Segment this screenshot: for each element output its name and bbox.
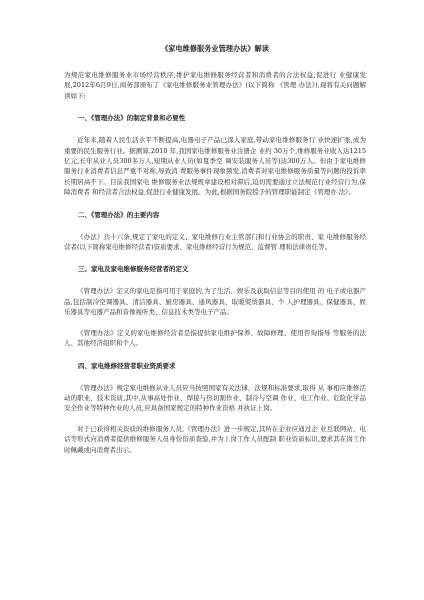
section-1-heading: 一、《管理办法》的制定背景和必要性 [78,114,186,123]
section-4-paragraph-2: 对于已获得相关资质的维修服务人员,《管理办法》进一步规定,其所在企业应通过企 业互联网站、电话等形式向消费者提供维修服务人员身份资质查验,并为上岗工作人员配制 职业资质标识,要求其在岗工作时佩戴或向消费者出示。 [64,424,366,454]
paragraph-gap [64,414,366,424]
section-2-heading: 二、《管理办法》的主要内容 [78,210,160,219]
section-3-paragraph-1: 《管理办法》定义的家电是指可用于家庭的,为了生活、娱乐及获取信息等目的使用 的 电子或电器产品,包括制冷空调器具、清洁器具、厨房器具、通风器具、取暖熨烫器具、个 人护理器具、保健器具、娱乐器具等电器产品和音像视听类、信息技术类等电子产品。 [64,287,366,317]
section-2-paragraph-1: 《办法》共十六条,规定了家电的定义、家电维修行业主管部门和行业协会的职责、家 电维修服务经营者(以下简称家电维修经营者)资质要求、家电维修经营行为规范、监督管 理和法律责任等。 [64,232,366,252]
section-3-heading: 三、家电及家电维修服务经营者的定义 [78,265,189,274]
section-4-paragraph-1: 《管理办法》规定家电维修从业人员应当按照国家有关法律、法规和标准要求,取得 从 事相应维修活动的职业、技术资质,其中,从事高处作业、焊接与热切割作业、制冷与空调 作业、电工作业、危险化学品安全作业等特种作业的人员,应具备国家规定的特种作业资格 并执证上岗。 [64,383,366,413]
section-3-paragraph-2: 《管理办法》定义的家电维修经营者是指提供家电维护保养、故障修理、使用咨询指导 等服务的法人、其他经济组织和个人。 [64,328,366,348]
section-1-paragraph-1: 近年来,随着人民生活水平不断提高,电器电子产品已深入家庭,带动家电维修服务行 业快速扩张,成为重要的民生服务行业。据测算,2010 年,我国家电维修服务业注册企 业约 30万个,维修服务业收入达1215亿元,长年从业人员300多万人,短期从业人员(如夏季空 调安装服务人员等)达300万人。但由于家电维修服务行业消费者信息严重不对称,导致消 费服务事件现象频发,消费者对家电维修服务质量等问题的投诉率长期居高不下。目前我国家电 维修服务业法规规章建设相对滞后,迫切需要通过立法规范行业经营行为,保障消费者 和经营者合法权益,促进行业健康发展。为此,根据国务院授予的管理职能制定《管理办 法》。 [64,136,366,197]
intro-paragraph: 为规范家电维修服务业市场经营秩序,维护家电维修服务经营者和消费者的合法权益,促进行 业健康发展,2012年6月9日,商务部颁布了《家电维修服务业管理办法》(以下简称 《管理 办法》),现将有关问题解读如下: [64,71,366,100]
section-4-heading: 四、家电维修经营者职业资质要求 [78,361,176,370]
document-title: 《家电维修服务业管理办法》解读 [161,44,269,53]
paragraph-gap [64,318,366,328]
